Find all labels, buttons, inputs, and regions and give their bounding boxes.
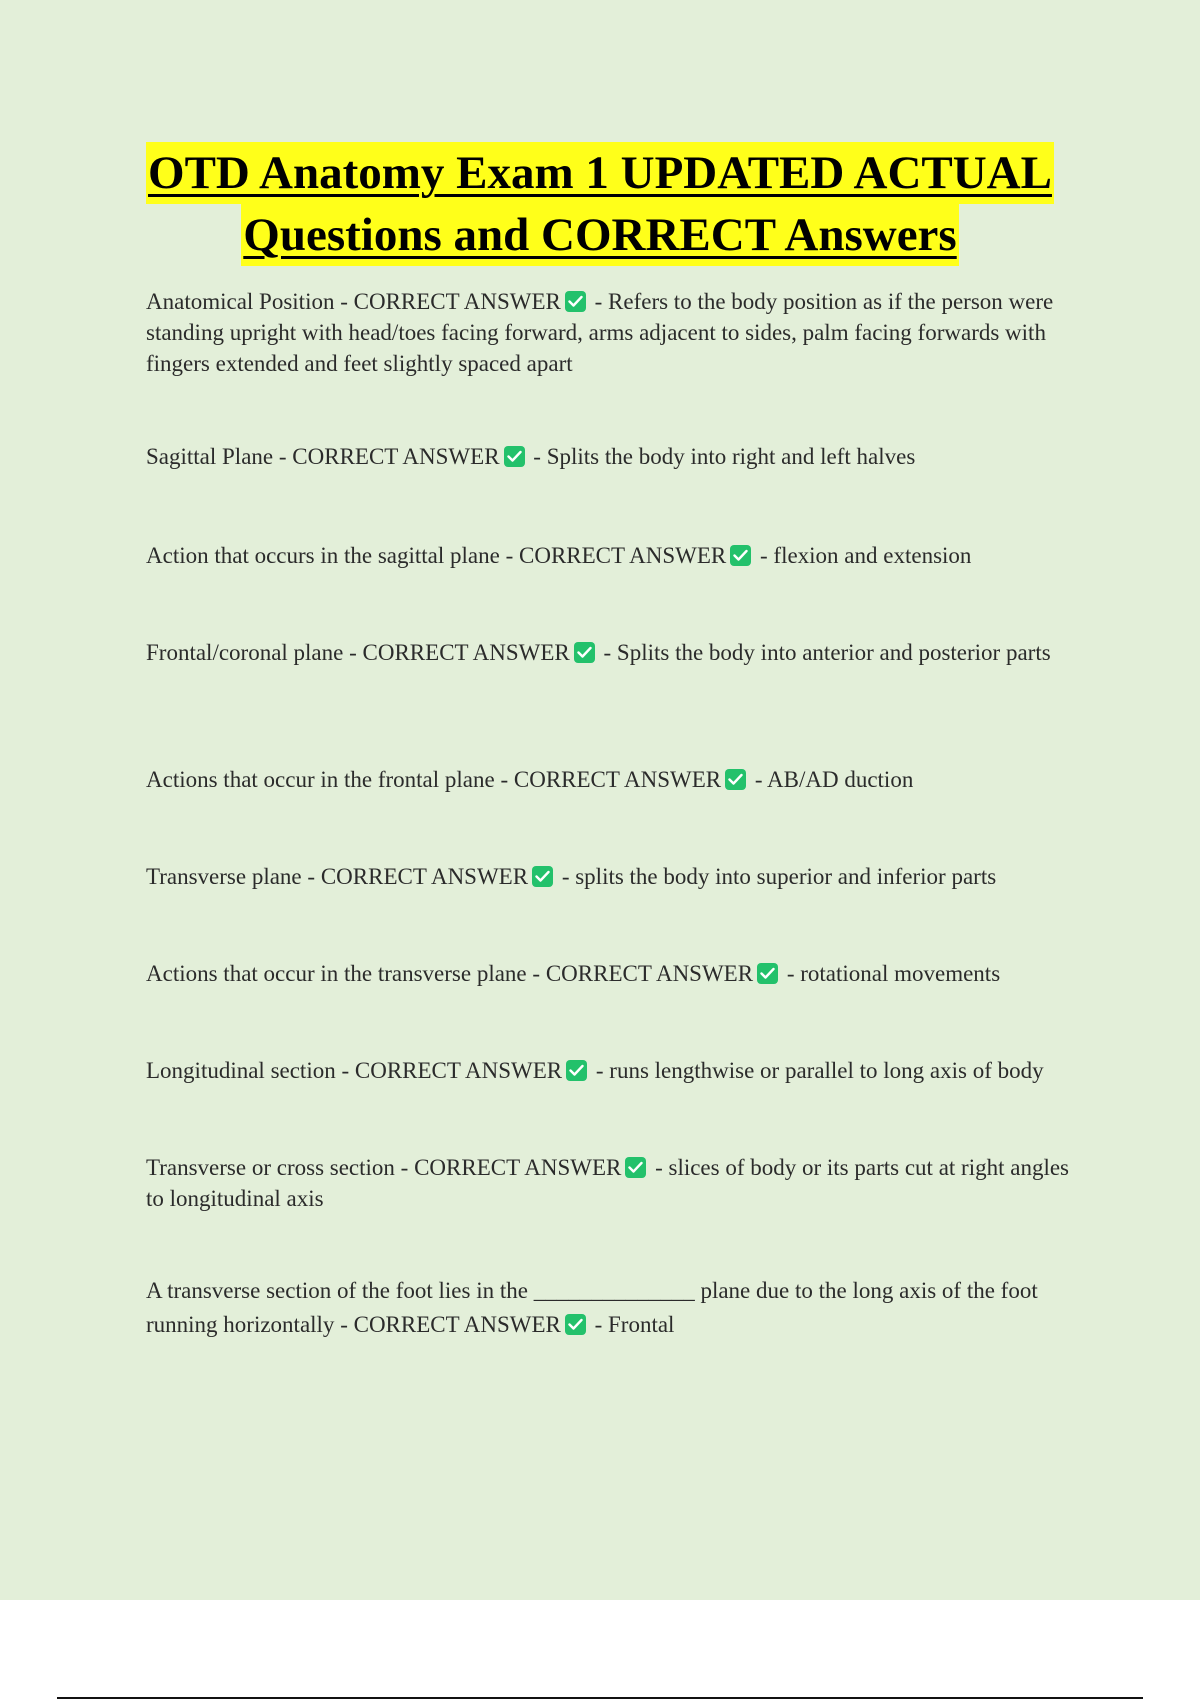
qa-item [146, 286, 1092, 379]
check-icon [625, 1157, 646, 1178]
answer-text: - Splits the body into anterior and posterior parts [603, 640, 1051, 665]
question-text: Transverse plane [146, 864, 302, 889]
check-icon [565, 291, 586, 312]
qa-item [146, 764, 1092, 795]
answer-label: - CORRECT ANSWER [278, 444, 500, 469]
question-text: A transverse section of the foot lies in the ______________ plane due to the long axis of the foot running horizontally [146, 1278, 1038, 1337]
footer-divider [57, 1697, 1143, 1699]
answer-text: - splits the body into superior and inferior parts [561, 864, 997, 889]
qa-item [146, 1055, 1092, 1086]
answer-label: - CORRECT ANSWER [532, 961, 754, 986]
answer-label: - CORRECT ANSWER [400, 1155, 622, 1180]
qa-item [146, 1274, 1092, 1342]
qa-item [146, 441, 1092, 472]
answer-text: - flexion and extension [760, 543, 972, 568]
question-text: Action that occurs in the sagittal plane [146, 543, 500, 568]
check-icon [757, 963, 778, 984]
check-icon [730, 545, 751, 566]
question-text: Actions that occur in the transverse plane [146, 961, 527, 986]
check-icon [574, 642, 595, 663]
answer-text: - Refers to the body position as if the person were standing upright with head/toes facing forward, arms adjacent to sides, palm facing forwards with fingers extended and feet slightly spaced apart [146, 289, 1054, 376]
qa-item [146, 1152, 1092, 1214]
answer-label: - CORRECT ANSWER [341, 1058, 563, 1083]
question-text: Transverse or cross section [146, 1155, 395, 1180]
qa-item [146, 958, 1092, 989]
question-text: Frontal/coronal plane [146, 640, 344, 665]
qa-item [146, 540, 1092, 571]
check-icon [725, 769, 746, 790]
check-icon [504, 446, 525, 467]
question-text: Anatomical Position [146, 289, 335, 314]
document-title [0, 142, 1200, 266]
check-icon [565, 1314, 586, 1335]
title-line-2: Questions and CORRECT Answers [241, 204, 958, 266]
answer-text: - AB/AD duction [754, 767, 914, 792]
check-icon [532, 866, 553, 887]
answer-text: - rotational movements [786, 961, 1001, 986]
answer-label: - CORRECT ANSWER [340, 289, 561, 314]
question-text: Longitudinal section [146, 1058, 336, 1083]
answer-label: - CORRECT ANSWER [500, 767, 722, 792]
answer-text: - Splits the body into right and left halves [533, 444, 916, 469]
answer-label: - CORRECT ANSWER [340, 1312, 561, 1337]
answer-label: - CORRECT ANSWER [307, 864, 529, 889]
title-line-1: OTD Anatomy Exam 1 UPDATED ACTUAL [146, 142, 1054, 204]
qa-item [146, 861, 1092, 892]
question-text: Sagittal Plane [146, 444, 274, 469]
qa-item [146, 637, 1092, 668]
answer-label: - CORRECT ANSWER [349, 640, 570, 665]
question-text: Actions that occur in the frontal plane [146, 767, 495, 792]
answer-text: - Frontal [594, 1312, 675, 1337]
check-icon [566, 1060, 587, 1081]
answer-label: - CORRECT ANSWER [505, 543, 727, 568]
answer-text: - slices of body or its parts cut at right angles to longitudinal axis [146, 1155, 1069, 1211]
answer-text: - runs lengthwise or parallel to long axis of body [595, 1058, 1044, 1083]
